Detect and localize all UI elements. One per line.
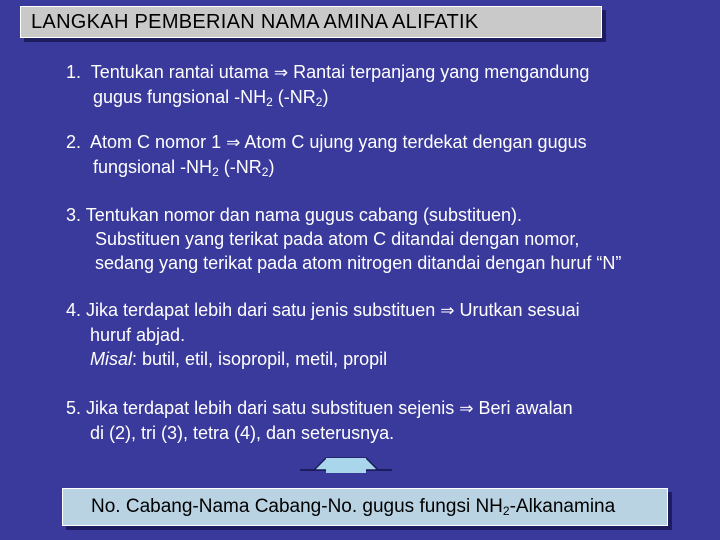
- step-3-number: 3.: [66, 205, 82, 225]
- step-4-number: 4.: [66, 300, 82, 320]
- step-5-number: 5.: [66, 398, 82, 418]
- step-3-line1: Tentukan nomor dan nama gugus cabang (substituen).: [85, 205, 522, 225]
- step-4-line2: huruf abjad.: [90, 325, 186, 345]
- connector-shape: [300, 457, 392, 477]
- page-title: LANGKAH PEMBERIAN NAMA AMINA ALIFATIK: [31, 11, 479, 33]
- step-1-result: Rantai terpanjang yang mengandung: [293, 62, 590, 82]
- step-1-text: Tentukan rantai utama: [90, 62, 269, 82]
- step-2-text: Atom C nomor 1: [90, 132, 222, 152]
- step-1-line2: gugus fungsional $-NH_2$ $(-NR_2)$: [93, 87, 329, 109]
- step-5-line2: di (2), tri (3), tetra (4), dan seterusnya.: [90, 423, 395, 443]
- implies-arrow-icon: ⇒: [459, 399, 474, 419]
- implies-arrow-icon: ⇒: [440, 301, 455, 321]
- naming-formula-box: [62, 488, 668, 526]
- step-4: [66, 298, 580, 371]
- step-4-line3: Misal: butil, etil, isopropil, metil, propil: [90, 349, 388, 369]
- step-5: [66, 396, 573, 445]
- implies-arrow-icon: ⇒: [273, 63, 289, 83]
- step-2-number: 2.: [66, 132, 82, 152]
- step-2-line2: fungsional $-NH_2$ $(-NR_2)$: [93, 157, 275, 179]
- step-4-text: Jika terdapat lebih dari satu jenis substituen: [86, 300, 436, 320]
- step-3-line3: sedang yang terikat pada atom nitrogen ditandai dengan huruf “N”: [95, 253, 622, 273]
- step-1: [66, 60, 589, 109]
- step-1-number: 1.: [66, 62, 82, 82]
- step-4-result: Urutkan sesuai: [459, 300, 580, 320]
- title-box: [20, 6, 602, 38]
- step-2-result: Atom C ujung yang terdekat dengan gugus: [244, 132, 587, 152]
- step-5-result: Beri awalan: [478, 398, 573, 418]
- implies-arrow-icon: ⇒: [226, 133, 241, 153]
- step-2: [66, 130, 587, 179]
- step-5-text: Jika terdapat lebih dari satu substituen sejenis: [86, 398, 455, 418]
- step-3: [66, 203, 621, 275]
- step-3-line2: Substituen yang terikat pada atom C ditandai dengan nomor,: [95, 229, 580, 249]
- naming-formula: No. Cabang-Nama Cabang-No. gugus fungsi $NH_2$-Alkanamina: [91, 496, 616, 518]
- example-label: Misal: [90, 349, 133, 369]
